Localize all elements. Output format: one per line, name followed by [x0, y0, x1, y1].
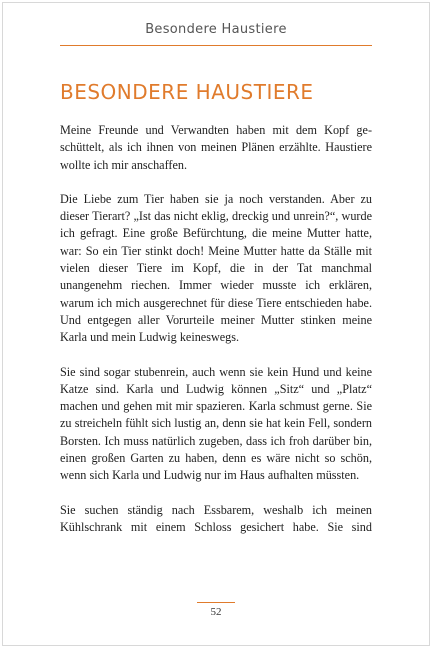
footer-rule [197, 602, 235, 603]
paragraph: Die Liebe zum Tier haben sie ja noch verstanden. Aber zu dieser Tierart? „Ist das nicht eklig, dreckig und unrein?“, wurde ich gefragt. Eine große Befürchtung, die meine Mutter hatte, war: So ein Tier stinkt doch! Meine Mutter hatte da Ställe mit vielen dieser Tiere im Kopf, die in der Tat manchmal unangenehm riechen. Immer wieder musste ich erklären, warum ich mich ausgerechnet für diese Tiere entschieden habe. Und entgegen aller Vorurteile meiner Mutter stinken meine Karla und mein Ludwig keineswegs. [60, 191, 372, 345]
paragraph: Sie sind sogar stubenrein, auch wenn sie kein Hund und keine Katze sind. Karla und Ludwig können „Sitz“ und „Platz“ machen und gehen mit mir spazieren. Karla schmust gerne. Sie zu streicheln fühlt sich lustig an, denn sie hat kein Fell, sondern Borsten. Ich muss natürlich zugeben, dass ich froh darüber bin, einen großen Garten zu haben, denn es wäre nicht so schön, wenn sich Karla und Ludwig nur im Haus aufhalten müssten. [60, 364, 372, 483]
paragraph: Meine Freunde und Verwandten haben mit dem Kopf geschüttelt, als ich ihnen von meinen Plänen erzählte. Haustiere wollte ich mir anschaffen. [60, 123, 372, 172]
header-rule [60, 45, 372, 46]
body-text [60, 122, 372, 553]
running-head: Besondere Haustiere [145, 22, 287, 37]
page-number: 52 [210, 606, 222, 618]
chapter-title: BESONDERE HAUSTIERE [60, 80, 314, 104]
paragraph: Sie suchen ständig nach Essbarem, weshalb ich meinen Kühlschrank mit einem Schloss gesichert habe. Sie sind [60, 502, 372, 534]
